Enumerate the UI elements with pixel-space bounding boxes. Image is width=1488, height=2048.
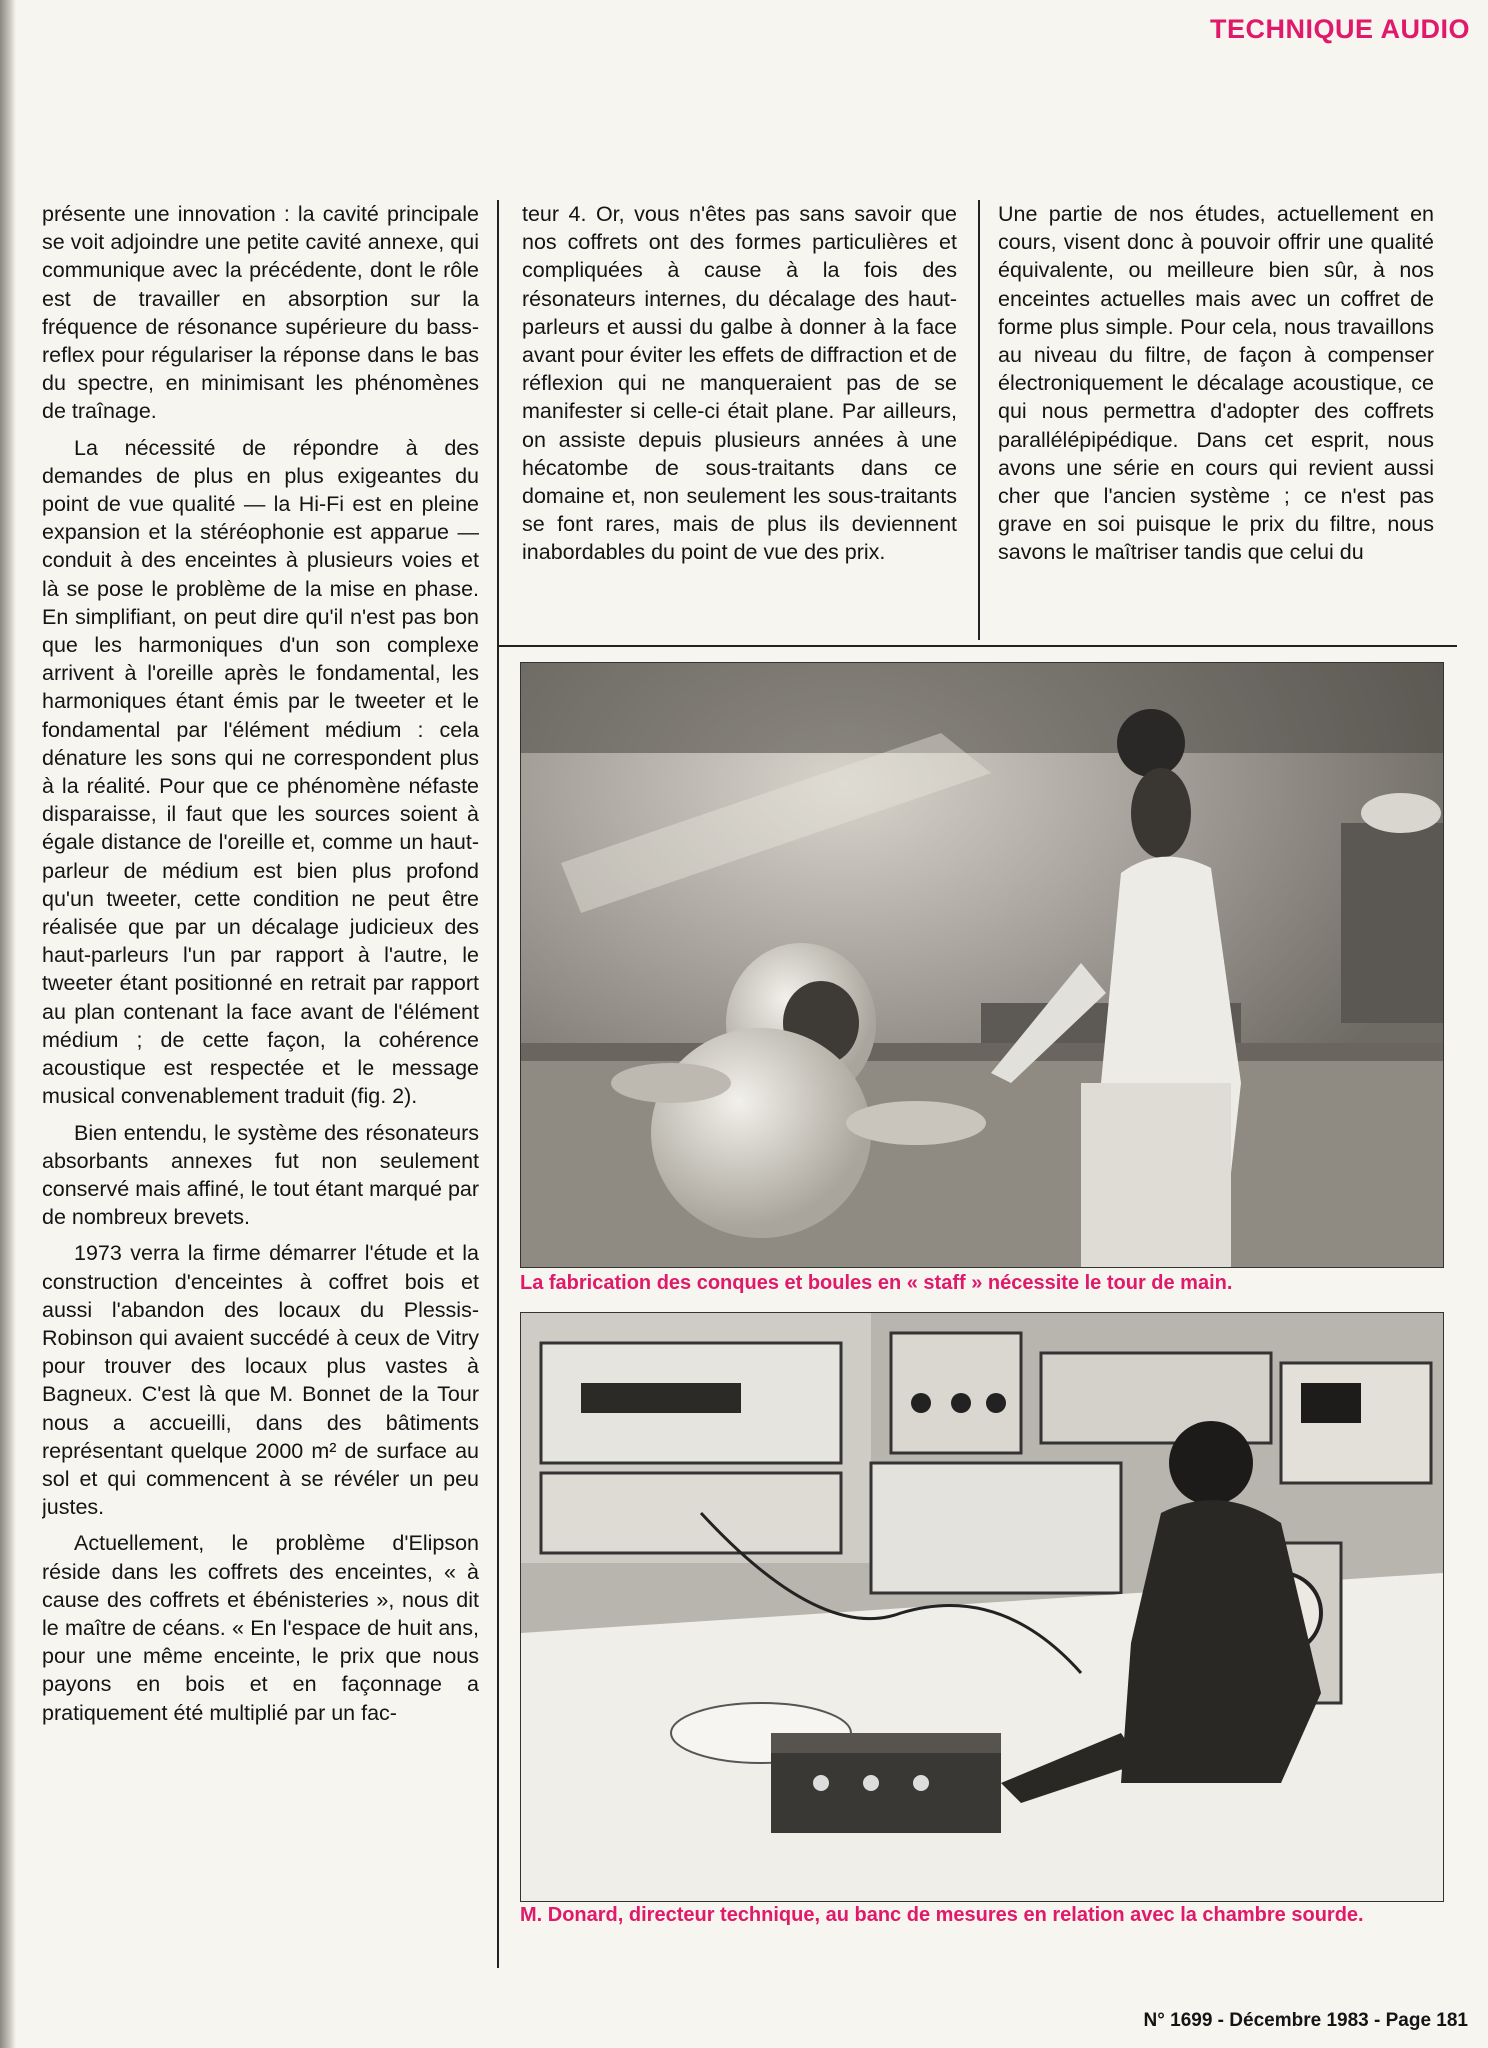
- page-spine-shadow: [0, 0, 16, 2048]
- article-column-3: [998, 200, 1434, 640]
- paragraph: La nécessité de répondre à des demandes de plus en plus exigeantes du point de vue qualité — la Hi-Fi est en pleine expansion et la stéréophonie est apparue — conduit à des enceintes à plusieurs voies et là se pose le problème de la mise en phase. En simplifiant, on peut dire qu'il n'est pas bon que les harmoniques d'un son complexe arrivent à l'oreille après le fondamental, les harmoniques étant émis par le tweeter et le fondamental par l'élément médium : cela dénature les sons qui ne correspondent plus à la réalité. Pour que ce phénomène néfaste disparaisse, il faut que les sources soient à égale distance de l'oreille et, comme un haut-parleur de médium est bien plus profond qu'un tweeter, cette condition ne peut être réalisée que par un décalage judicieux des haut-parleurs l'un par rapport à l'autre, le tweeter étant positionné en retrait par rapport au plan contenant la face avant de l'élément médium ; de cette façon, la cohérence acoustique est respectée et le message musical convenablement traduit (fig. 2).: [42, 435, 479, 1109]
- workshop-photo: [520, 662, 1444, 1268]
- photo-caption: La fabrication des conques et boules en « staff » nécessite le tour de main.: [520, 1272, 1233, 1294]
- page-footer: N° 1699 - Décembre 1983 - Page 181: [1143, 2010, 1468, 2031]
- paragraph: Bien entendu, le système des résonateurs absorbants annexes fut non seulement conservé mais affiné, le tout étant marqué par de nombreux brevets.: [42, 1120, 479, 1230]
- photo-caption: M. Donard, directeur technique, au banc de mesures en relation avec la chambre sourde.: [520, 1904, 1364, 1926]
- measurement-bench-photo: [520, 1312, 1444, 1902]
- paragraph: 1973 verra la firme démarrer l'étude et la construction d'enceintes à coffret bois et aussi l'abandon des locaux du Plessis-Robinson qui avaient succédé à ceux de Vitry pour trouver des locaux plus vastes à Bagneux. C'est là que M. Bonnet de la Tour nous a accueilli, dans des bâtiments représentant quelque 2000 m² de surface au sol et qui commencent à se révéler un peu justes.: [42, 1241, 479, 1520]
- section-title: TECHNIQUE AUDIO: [1209, 14, 1470, 44]
- column-divider: [978, 200, 980, 640]
- horizontal-divider: [497, 645, 1457, 647]
- column-divider: [497, 200, 499, 1968]
- paragraph: teur 4. Or, vous n'êtes pas sans savoir que nos coffrets ont des formes particulières et compliquées à cause à la fois des résonateurs internes, du décalage des haut-parleurs et aussi du galbe à donner à la face avant pour éviter les effets de diffraction et de réflexion qui ne manqueraient pas de se manifester si celle-ci était plane. Par ailleurs, on assiste depuis plusieurs années à une hécatombe de sous-traitants dans ce domaine et, non seulement les sous-traitants se font rares, mais de plus ils deviennent inabordables du point de vue des prix.: [522, 202, 957, 565]
- paragraph: Actuellement, le problème d'Elipson réside dans les coffrets des enceintes, « à cause des coffrets et ébénisteries », nous dit le maître de céans. « En l'espace de huit ans, pour une même enceinte, le prix que nous payons en bois et en façonnage a pratiquement été multiplié par un fac-: [42, 1531, 479, 1725]
- paragraph: Une partie de nos études, actuellement en cours, visent donc à pouvoir offrir une qualité équivalente, ou meilleure bien sûr, à nos enceintes actuelles mais avec un coffret de forme plus simple. Pour cela, nous travaillons au niveau du filtre, de façon à compenser électroniquement le décalage acoustique, ce qui nous permettra d'adopter des coffrets parallélépipédique. Dans cet esprit, nous avons une série en cours qui revient aussi cher que l'ancien système ; ce n'est pas grave en soi puisque le prix du filtre, nous savons le maîtriser tandis que celui du: [998, 202, 1434, 565]
- article-column-1: [42, 200, 479, 1970]
- paragraph: présente une innovation : la cavité principale se voit adjoindre une petite cavité annexe, qui communique avec la précédente, dont le rôle est de travailler en absorption sur la fréquence de résonance supérieure du bass-reflex pour régulariser la réponse dans le bas du spectre, en minimisant les phénomènes de traînage.: [42, 202, 479, 424]
- article-column-2: [522, 200, 957, 640]
